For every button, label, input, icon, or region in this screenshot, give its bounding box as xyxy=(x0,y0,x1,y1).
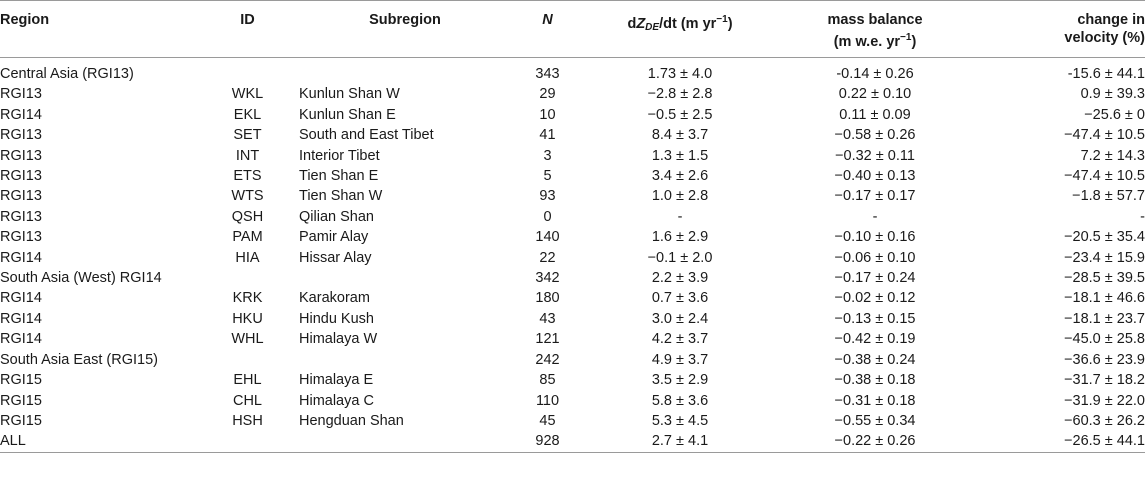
cell-id: ETS xyxy=(233,168,262,185)
cell-subregion: South and East Tibet xyxy=(299,127,434,144)
header-n: N xyxy=(542,12,553,28)
cell-mass-balance: −0.17 ± 0.24 xyxy=(834,270,916,287)
cell-velocity: −31.9 ± 22.0 xyxy=(1064,392,1145,409)
cell-subregion: Hengduan Shan xyxy=(299,412,404,429)
cell-subregion: Pamir Alay xyxy=(299,229,369,246)
cell-id: EHL xyxy=(233,372,262,389)
cell-mass-balance: - xyxy=(872,208,878,225)
cell-n: 41 xyxy=(539,127,556,144)
cell-region: ALL xyxy=(0,431,200,452)
cell-dzdt: −0.1 ± 2.0 xyxy=(647,249,713,266)
cell-region: RGI14 xyxy=(0,106,42,123)
cell-velocity: −25.6 ± 0 xyxy=(1084,106,1145,123)
header-velocity: change in velocity (%) xyxy=(1064,12,1145,46)
cell-dzdt: 4.2 ± 3.7 xyxy=(651,331,709,348)
table-row xyxy=(0,227,1145,247)
cell-dzdt: 1.73 ± 4.0 xyxy=(647,66,713,82)
cell-mass-balance: −0.58 ± 0.26 xyxy=(834,127,916,144)
cell-n: 242 xyxy=(535,351,560,368)
cell-subregion: Tien Shan E xyxy=(299,168,379,185)
table-row xyxy=(0,248,1145,268)
cell-region: RGI15 xyxy=(0,372,42,389)
cell-mass-balance: 0.22 ± 0.10 xyxy=(838,86,912,103)
cell-dzdt: 2.2 ± 3.9 xyxy=(651,270,709,287)
cell-velocity: −23.4 ± 15.9 xyxy=(1064,249,1145,266)
cell-id: HSH xyxy=(232,412,263,429)
cell-n: 93 xyxy=(539,188,556,205)
cell-n: 121 xyxy=(535,331,560,348)
cell-mass-balance: -0.14 ± 0.26 xyxy=(836,66,914,82)
cell-subregion: Kunlun Shan W xyxy=(299,86,400,103)
cell-id: HKU xyxy=(232,310,263,327)
cell-mass-balance: −0.55 ± 0.34 xyxy=(834,412,916,429)
cell-velocity: −47.4 ± 10.5 xyxy=(1064,127,1145,144)
cell-subregion xyxy=(295,268,515,288)
glacier-table xyxy=(0,5,1145,453)
cell-dzdt: - xyxy=(677,208,683,225)
table-row xyxy=(0,370,1145,390)
table-row xyxy=(0,431,1145,452)
table-row xyxy=(0,125,1145,145)
cell-velocity: −1.8 ± 57.7 xyxy=(1072,188,1145,205)
cell-n: 0 xyxy=(543,208,552,225)
table-row xyxy=(0,268,1145,288)
cell-velocity: −20.5 ± 35.4 xyxy=(1064,229,1145,246)
cell-velocity: −60.3 ± 26.2 xyxy=(1064,412,1145,429)
cell-n: 85 xyxy=(539,372,556,389)
table-row xyxy=(0,166,1145,186)
cell-region: RGI13 xyxy=(0,147,42,164)
cell-id: WHL xyxy=(231,331,264,348)
header-dzdt: $dZ_{DE}/dt$ (m $yr^{-1}$) xyxy=(627,14,733,33)
cell-velocity: −47.4 ± 10.5 xyxy=(1064,168,1145,185)
header-subregion: Subregion xyxy=(369,12,441,28)
cell-region: RGI13 xyxy=(0,127,42,144)
cell-subregion: Himalaya C xyxy=(299,392,374,409)
table-row xyxy=(0,288,1145,308)
cell-subregion: Himalaya W xyxy=(299,331,378,348)
cell-n: 343 xyxy=(535,66,560,82)
cell-n: 10 xyxy=(539,106,556,123)
cell-subregion: Tien Shan W xyxy=(299,188,383,205)
cell-n: 43 xyxy=(539,310,556,327)
table-body xyxy=(0,58,1145,453)
cell-dzdt: 1.6 ± 2.9 xyxy=(651,229,709,246)
cell-region: RGI14 xyxy=(0,249,42,266)
cell-n: 3 xyxy=(543,147,552,164)
table-row xyxy=(0,350,1145,370)
cell-id: HIA xyxy=(235,249,260,266)
cell-region: RGI14 xyxy=(0,310,42,327)
cell-dzdt: 3.0 ± 2.4 xyxy=(651,310,709,327)
header-row xyxy=(0,5,1145,58)
header-mass-balance: mass balance (m w.e. $yr^{-1}$) xyxy=(827,12,923,50)
cell-id: SET xyxy=(233,127,262,144)
cell-id: KRK xyxy=(232,290,263,307)
table-row xyxy=(0,207,1145,227)
cell-dzdt: −0.5 ± 2.5 xyxy=(647,106,713,123)
cell-n: 180 xyxy=(535,290,560,307)
cell-n: 110 xyxy=(535,392,560,409)
cell-id xyxy=(200,268,295,288)
cell-mass-balance: −0.42 ± 0.19 xyxy=(834,331,916,348)
cell-velocity: 7.2 ± 14.3 xyxy=(1080,147,1145,164)
cell-dzdt: 3.5 ± 2.9 xyxy=(651,372,709,389)
cell-velocity: −45.0 ± 25.8 xyxy=(1064,331,1145,348)
cell-dzdt: −2.8 ± 2.8 xyxy=(647,86,713,103)
cell-n: 342 xyxy=(535,270,560,287)
table-row xyxy=(0,105,1145,125)
cell-subregion: Himalaya E xyxy=(299,372,374,389)
cell-mass-balance: −0.13 ± 0.15 xyxy=(834,310,916,327)
cell-n: 5 xyxy=(543,168,552,185)
cell-dzdt: 5.8 ± 3.6 xyxy=(651,392,709,409)
table-row xyxy=(0,58,1145,85)
cell-subregion: Karakoram xyxy=(299,290,370,307)
table-row xyxy=(0,411,1145,431)
header-id: ID xyxy=(240,12,255,28)
cell-velocity: -15.6 ± 44.1 xyxy=(1067,66,1145,82)
cell-region: RGI14 xyxy=(0,290,42,307)
cell-n: 29 xyxy=(539,86,556,103)
header-region: Region xyxy=(0,12,50,28)
cell-mass-balance: −0.40 ± 0.13 xyxy=(834,168,916,185)
cell-region: RGI13 xyxy=(0,208,42,225)
cell-n: 140 xyxy=(535,229,560,246)
cell-mass-balance: −0.38 ± 0.18 xyxy=(834,372,916,389)
cell-subregion: Hindu Kush xyxy=(299,310,374,327)
cell-dzdt: 4.9 ± 3.7 xyxy=(651,351,709,368)
cell-mass-balance: −0.02 ± 0.12 xyxy=(834,290,916,307)
cell-mass-balance: 0.11 ± 0.09 xyxy=(839,106,911,123)
cell-subregion: Interior Tibet xyxy=(299,147,380,164)
cell-dzdt: 0.7 ± 3.6 xyxy=(651,290,709,307)
cell-velocity: −36.6 ± 23.9 xyxy=(1064,351,1145,368)
cell-mass-balance: −0.32 ± 0.11 xyxy=(835,147,915,164)
cell-mass-balance: −0.17 ± 0.17 xyxy=(834,188,916,205)
cell-dzdt: 8.4 ± 3.7 xyxy=(651,127,709,144)
table-row xyxy=(0,84,1145,104)
cell-mass-balance: −0.22 ± 0.26 xyxy=(780,431,970,452)
cell-dzdt: 5.3 ± 4.5 xyxy=(651,412,709,429)
cell-subregion: Hissar Alay xyxy=(299,249,372,266)
cell-dzdt: 2.7 ± 4.1 xyxy=(580,431,780,452)
cell-region: RGI15 xyxy=(0,412,42,429)
cell-region: RGI13 xyxy=(0,229,42,246)
cell-region: RGI13 xyxy=(0,168,42,185)
cell-dzdt: 1.3 ± 1.5 xyxy=(651,147,709,164)
cell-mass-balance: −0.10 ± 0.16 xyxy=(834,229,916,246)
cell-id: PAM xyxy=(232,229,263,246)
cell-subregion: Qilian Shan xyxy=(299,208,374,225)
table-row xyxy=(0,391,1145,411)
cell-velocity: −18.1 ± 23.7 xyxy=(1064,310,1145,327)
cell-id: EKL xyxy=(233,106,262,123)
cell-region: RGI13 xyxy=(0,86,42,103)
cell-velocity: 0.9 ± 39.3 xyxy=(1080,86,1145,103)
cell-n: 22 xyxy=(539,249,556,266)
cell-velocity: −31.7 ± 18.2 xyxy=(1064,372,1145,389)
cell-region: RGI13 xyxy=(0,188,42,205)
cell-region: Central Asia (RGI13) xyxy=(0,66,134,82)
cell-mass-balance: −0.06 ± 0.10 xyxy=(834,249,916,266)
cell-dzdt: 3.4 ± 2.6 xyxy=(651,168,709,185)
cell-dzdt: 1.0 ± 2.8 xyxy=(651,188,709,205)
cell-velocity: −26.5 ± 44.1 xyxy=(970,431,1145,452)
table-row xyxy=(0,146,1145,166)
cell-n: 928 xyxy=(515,431,580,452)
cell-velocity: - xyxy=(1140,208,1145,225)
cell-id: CHL xyxy=(232,392,262,409)
cell-subregion: Kunlun Shan E xyxy=(299,106,396,123)
cell-subregion xyxy=(295,58,515,85)
cell-region: RGI14 xyxy=(0,331,42,348)
cell-id: WTS xyxy=(231,188,264,205)
cell-id xyxy=(200,58,295,85)
cell-mass-balance: −0.31 ± 0.18 xyxy=(834,392,916,409)
cell-velocity: −18.1 ± 46.6 xyxy=(1064,290,1145,307)
cell-region: South Asia East (RGI15) xyxy=(0,351,158,368)
table-row xyxy=(0,329,1145,349)
cell-mass-balance: −0.38 ± 0.24 xyxy=(834,351,916,368)
cell-subregion xyxy=(295,350,515,370)
cell-velocity: −28.5 ± 39.5 xyxy=(1064,270,1145,287)
cell-id: WKL xyxy=(231,86,264,103)
table-row xyxy=(0,309,1145,329)
cell-id xyxy=(200,350,295,370)
cell-id: QSH xyxy=(231,208,264,225)
cell-subregion xyxy=(295,431,515,452)
table-row xyxy=(0,186,1145,206)
cell-id xyxy=(200,431,295,452)
cell-id: INT xyxy=(235,147,260,164)
cell-n: 45 xyxy=(539,412,556,429)
cell-region: RGI15 xyxy=(0,392,42,409)
cell-region: South Asia (West) RGI14 xyxy=(0,270,162,287)
